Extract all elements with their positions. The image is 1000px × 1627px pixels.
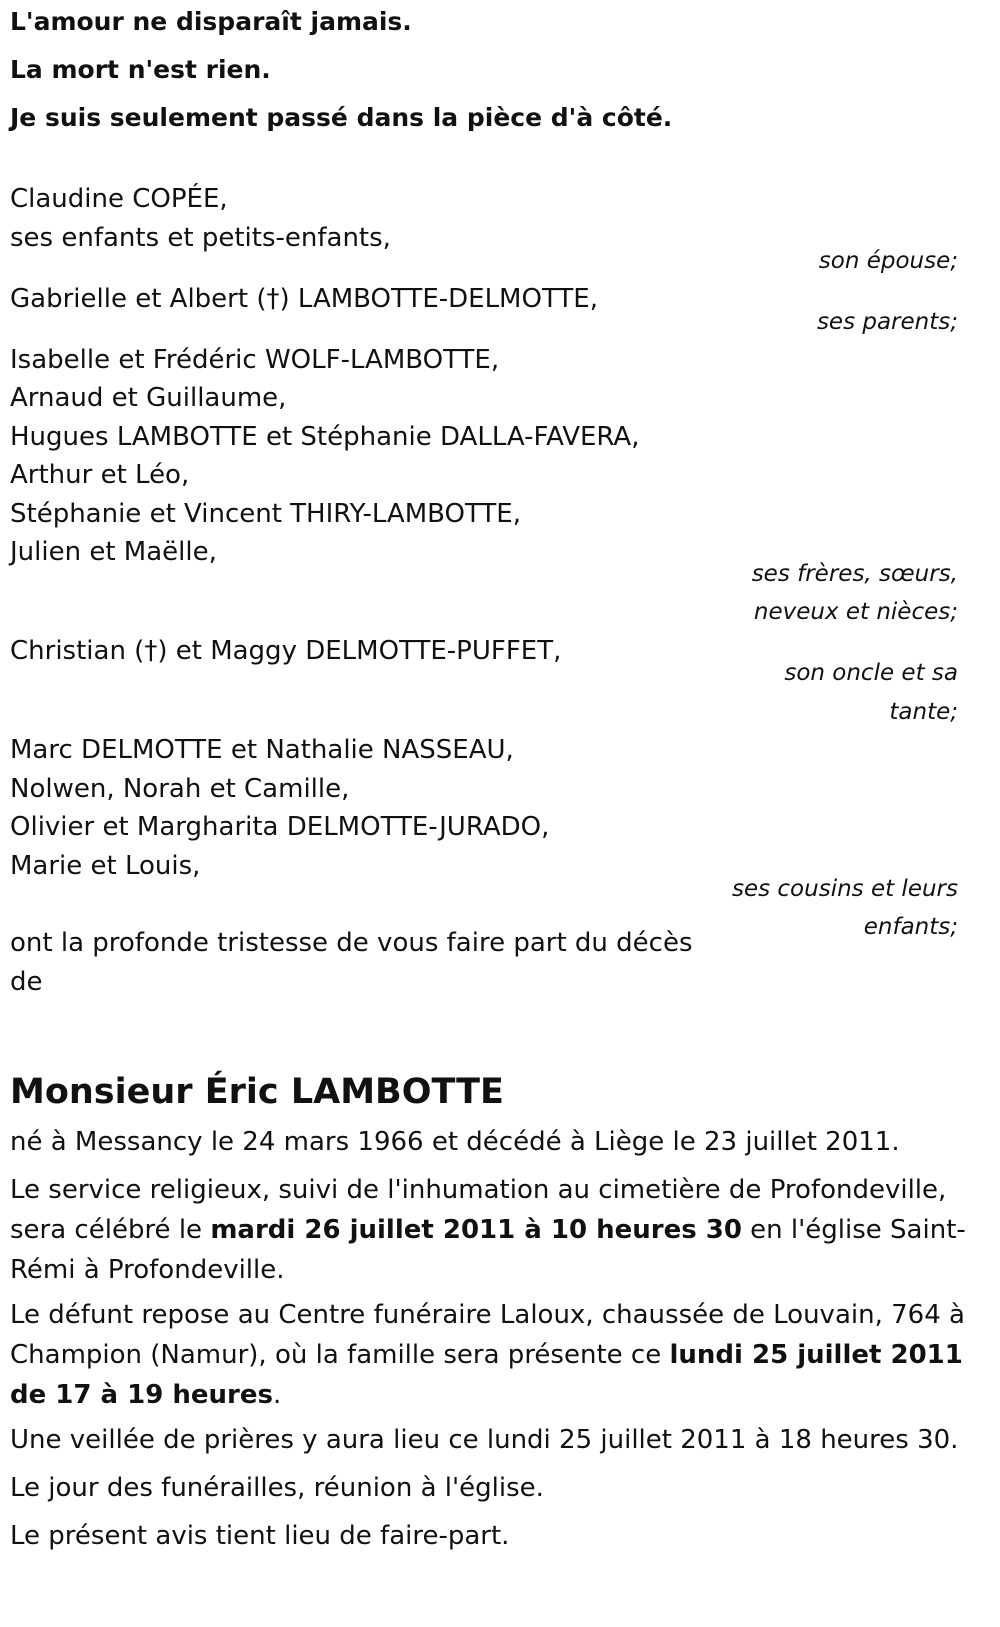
family-cousins-line-1: Marc DELMOTTE et Nathalie NASSEAU,: [10, 735, 514, 765]
family-wife-line-2: ses enfants et petits-enfants,: [10, 223, 391, 253]
family-siblings-line-2: Arnaud et Guillaume,: [10, 383, 287, 413]
service-text-post: en l'église Saint-Rémi à Profondeville.: [10, 1215, 966, 1285]
family-parents-line-1: Gabrielle et Albert (†) LAMBOTTE-DELMOTTE,: [10, 284, 598, 314]
family-siblings-line-6: Julien et Maëlle,: [10, 537, 217, 567]
announcement-line-2: de: [10, 967, 43, 997]
notice-info: Le présent avis tient lieu de faire-part.: [10, 1521, 510, 1551]
role-cousins-line-2: enfants;: [863, 914, 958, 940]
family-siblings-line-1: Isabelle et Frédéric WOLF-LAMBOTTE,: [10, 345, 500, 375]
family-uncle-line-1: Christian (†) et Maggy DELMOTTE-PUFFET,: [10, 636, 562, 666]
service-info: [10, 1170, 975, 1290]
repose-date: lundi 25 juillet 2011 de 17 à 19 heures: [10, 1340, 963, 1410]
role-uncle-line-2: tante;: [889, 699, 958, 725]
repose-text-pre: Le défunt repose au Centre funéraire Laloux, chaussée de Louvain, 764 à Champion (Namur), où la famille sera présente ce: [10, 1300, 965, 1370]
role-uncle-line-1: son oncle et sa: [784, 660, 958, 686]
quote-line-3: Je suis seulement passé dans la pièce d'à côté.: [10, 103, 673, 132]
role-siblings-line-2: neveux et nièces;: [753, 599, 958, 625]
deceased-name: Monsieur Éric LAMBOTTE: [10, 1072, 504, 1112]
repose-text-post: .: [272, 1380, 282, 1410]
role-cousins-line-1: ses cousins et leurs: [731, 876, 958, 902]
family-wife-line-1: Claudine COPÉE,: [10, 184, 228, 214]
vigil-info: Une veillée de prières y aura lieu ce lundi 25 juillet 2011 à 18 heures 30.: [10, 1425, 959, 1455]
meeting-info: Le jour des funérailles, réunion à l'église.: [10, 1473, 544, 1503]
family-siblings-line-3: Hugues LAMBOTTE et Stéphanie DALLA-FAVERA,: [10, 422, 640, 452]
family-cousins-line-3: Olivier et Margharita DELMOTTE-JURADO,: [10, 812, 550, 842]
repose-info: [10, 1295, 975, 1415]
service-date: mardi 26 juillet 2011 à 10 heures 30: [210, 1215, 742, 1245]
family-cousins-line-2: Nolwen, Norah et Camille,: [10, 774, 350, 804]
birth-death-info: né à Messancy le 24 mars 1966 et décédé à Liège le 23 juillet 2011.: [10, 1127, 900, 1157]
family-siblings-line-5: Stéphanie et Vincent THIRY-LAMBOTTE,: [10, 499, 521, 529]
role-wife: son épouse;: [818, 248, 958, 274]
family-siblings-line-4: Arthur et Léo,: [10, 460, 190, 490]
service-text-pre: Le service religieux, suivi de l'inhumation au cimetière de Profondeville, sera célébré le: [10, 1175, 947, 1245]
role-siblings-line-1: ses frères, sœurs,: [751, 561, 958, 587]
role-parents: ses parents;: [816, 309, 958, 335]
quote-line-1: L'amour ne disparaît jamais.: [10, 7, 412, 36]
quote-line-2: La mort n'est rien.: [10, 55, 271, 84]
family-cousins-line-4: Marie et Louis,: [10, 851, 201, 881]
announcement-line-1: ont la profonde tristesse de vous faire part du décès: [10, 928, 693, 958]
